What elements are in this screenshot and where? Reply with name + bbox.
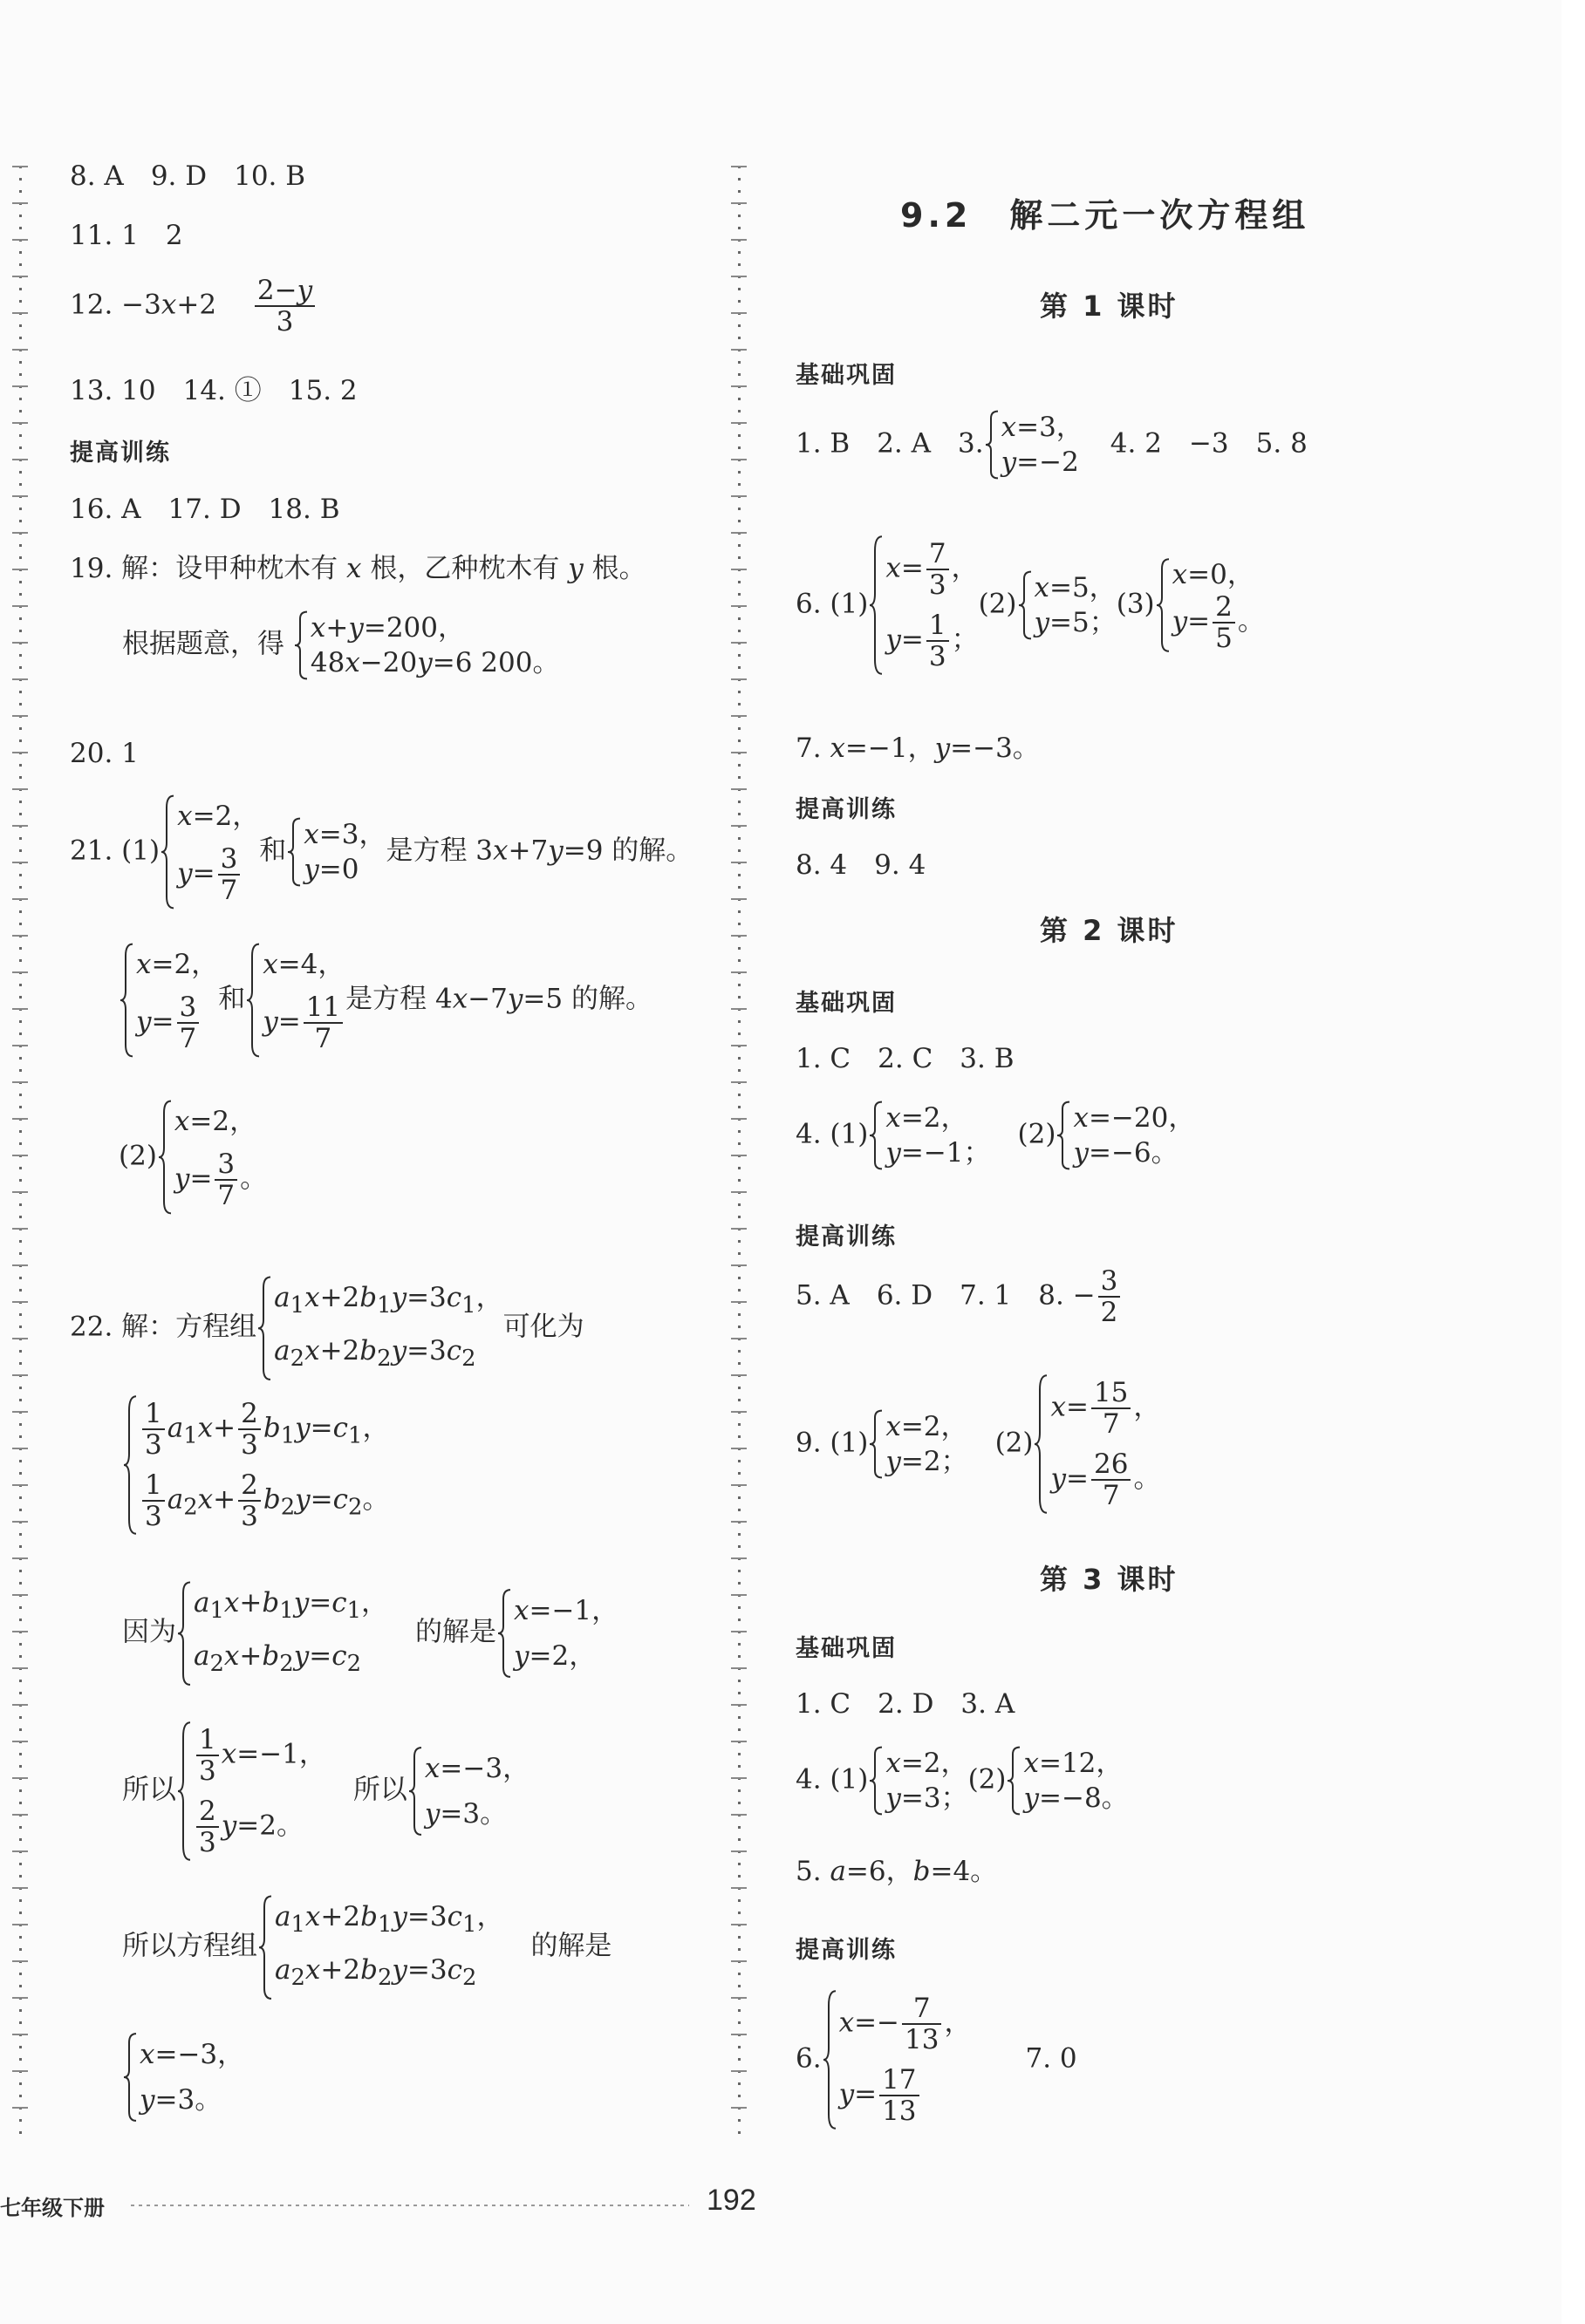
l1-answer-1-5: 1. B 2. A 3. x=3， y=−2 4. 2 −3 5. 8	[796, 412, 1308, 478]
equation-system: x=12， y=−8。	[1006, 1746, 1128, 1816]
left-tick-marks	[12, 166, 28, 2137]
l1-answer-6: 6. (1) x= $\frac{7}{3}$ ， y= $\frac{1}{3}$ ； (2) x=5， y=5； (3) x=0， y= $\frac{2}{5}$ 。	[796, 534, 1265, 677]
answer-21-1b: x=2， y= $\frac{3}{7}$ 和 x=4， y= $\frac{11}{7}$ 是方程 4x−7y=5 的解。	[119, 942, 652, 1059]
equation-system: x=2， y= $\frac{3}{7}$ 。	[157, 1099, 267, 1216]
equation-system: x=3， y=0	[286, 817, 386, 887]
lesson-2-heading: 第 2 课时	[1040, 914, 1179, 947]
equation-system: $\frac{1}{3}$ x=−1， $\frac{2}{3}$ y=2。	[176, 1720, 326, 1863]
answer-22-final	[122, 2032, 244, 2123]
section-improve: 提高训练	[796, 1937, 897, 1964]
answer-8-10: 8. A 9. D 10. B	[70, 160, 306, 192]
fraction: $\frac{2-y}{3}$	[255, 276, 315, 337]
equation-system: $a_1x+b_1y=c_1$， $a_2x+b_2y=c_2$	[176, 1580, 388, 1687]
l2-answer-4: 4. (1) x=2， y=−1； (2) x=−20， y=−6。	[796, 1102, 1196, 1169]
answer-11: 11. 1 2	[70, 220, 183, 251]
section-improve: 提高训练	[70, 440, 171, 467]
equation-system: x=−1， y=2，	[496, 1588, 618, 1679]
center-tick-marks	[731, 166, 747, 2137]
equation-system: x=2， y=2；	[868, 1409, 967, 1479]
answer-19-system: 根据题意，得 x+y=200， 48x−20y=6 200。	[122, 612, 560, 678]
equation-system: x=5， y=5；	[1017, 570, 1117, 640]
answer-19: 19. 解：设甲种枕木有 x 根，乙种枕木有 y 根。	[70, 553, 646, 584]
footer-grade-label: 七年级下册	[0, 2196, 105, 2220]
equation-system: x=−20， y=−6。	[1056, 1101, 1195, 1170]
answer-22: 22. 解：方程组 $a_1x+2b_1y=3c_1$， $a_2x+2b_2y=3c_2$ 可化为	[70, 1275, 584, 1381]
l3-answer-1-3: 1. C 2. D 3. A	[796, 1688, 1015, 1720]
section-improve: 提高训练	[796, 1223, 897, 1251]
answer-21-2: (2) x=2， y= $\frac{3}{7}$ 。	[119, 1099, 267, 1216]
l3-answer-4: 4. (1) x=2， y=3； (2) x=12， y=−8。	[796, 1748, 1129, 1814]
page-number: 192	[707, 2184, 756, 2217]
section-basic: 基础巩固	[796, 1635, 897, 1662]
footer-dotted-line	[131, 2205, 689, 2206]
l3-answer-6-7: 6. x=− $\frac{7}{13}$ ， y= $\frac{17}{13}$ 7. 0	[796, 1988, 1077, 2131]
equation-system: x=2， y=3；	[868, 1746, 967, 1816]
answer-16-18: 16. A 17. D 18. B	[70, 494, 340, 525]
equation-system: x= $\frac{15}{7}$ ， y= $\frac{26}{7}$ 。	[1033, 1373, 1160, 1516]
answer-22-because: 因为 $a_1x+b_1y=c_1$， $a_2x+b_2y=c_2$ 的解是 x=−1， y=2，	[122, 1580, 618, 1687]
answer-22-therefore: 所以 $\frac{1}{3}$ x=−1， $\frac{2}{3}$ y=2。 所以 x=−3， y=3。	[122, 1720, 529, 1863]
l2-answer-5-8: 5. A 6. D 7. 1 8. − $\frac{3}{2}$	[796, 1266, 1123, 1327]
lesson-1-heading: 第 1 课时	[1040, 290, 1179, 323]
l3-answer-5: 5. a=6，b=4。	[796, 1856, 998, 1887]
equation-system: x=3， y=−2	[984, 410, 1083, 480]
equation-system: x=2， y=−1；	[868, 1101, 990, 1170]
equation-system: x=−3， y=3。	[122, 2032, 244, 2123]
answer-20: 20. 1	[70, 738, 139, 769]
answer-22-solution: 所以方程组 $a_1x+2b_1y=3c_1$， $a_2x+2b_2y=3c_2$ 的解是	[122, 1894, 611, 2000]
l1-answer-7: 7. x=−1，y=−3。	[796, 733, 1040, 764]
equation-system: $a_1x+2b_1y=3c_1$， $a_2x+2b_2y=3c_2$	[256, 1275, 502, 1381]
answer-22-transformed	[122, 1394, 389, 1537]
equation-system: x=2， y= $\frac{3}{7}$	[160, 794, 259, 910]
equation-system: x+y=200， 48x−20y=6 200。	[293, 610, 560, 680]
l2-answer-9: 9. (1) x=2， y=2； (2) x= $\frac{15}{7}$ ， y= $\frac{26}{7}$ 。	[796, 1373, 1160, 1516]
equation-system: $\frac{1}{3}$ $a_1x+$ $\frac{2}{3}$ $b_1y=c_1$， $\frac{1}{3}$ $a_2x+$ $\frac{2}{3}$ $b_2y=c_2$。	[122, 1394, 389, 1537]
equation-system: x=0， y= $\frac{2}{5}$ 。	[1155, 557, 1265, 653]
equation-system: x= $\frac{7}{3}$ ， y= $\frac{1}{3}$ ；	[868, 534, 978, 677]
section-title: 9.2 解二元一次方程组	[900, 196, 1310, 235]
l2-answer-1-3: 1. C 2. C 3. B	[796, 1043, 1015, 1074]
section-basic: 基础巩固	[796, 362, 897, 389]
lesson-3-heading: 第 3 课时	[1040, 1563, 1179, 1596]
section-basic: 基础巩固	[796, 990, 897, 1017]
equation-system: x=4， y= $\frac{11}{7}$	[245, 942, 345, 1059]
answer-12: 12. −3x+2 $\frac{2-y}{3}$	[70, 276, 318, 337]
equation-system: x=2， y= $\frac{3}{7}$	[119, 942, 218, 1059]
equation-system: x=−3， y=3。	[407, 1746, 529, 1837]
equation-system: $a_1x+2b_1y=3c_1$， $a_2x+2b_2y=3c_2$	[257, 1894, 503, 2000]
section-improve: 提高训练	[796, 796, 897, 823]
answer-13-15: 13. 10 14. ① 15. 2	[70, 375, 358, 406]
l1-answer-8-9: 8. 4 9. 4	[796, 849, 926, 881]
answer-21-1: 21. (1) x=2， y= $\frac{3}{7}$ 和 x=3， y=0 是方程 3x+7y=9 的解。	[70, 794, 693, 910]
equation-system: x=− $\frac{7}{13}$ ， y= $\frac{17}{13}$	[822, 1988, 972, 2131]
